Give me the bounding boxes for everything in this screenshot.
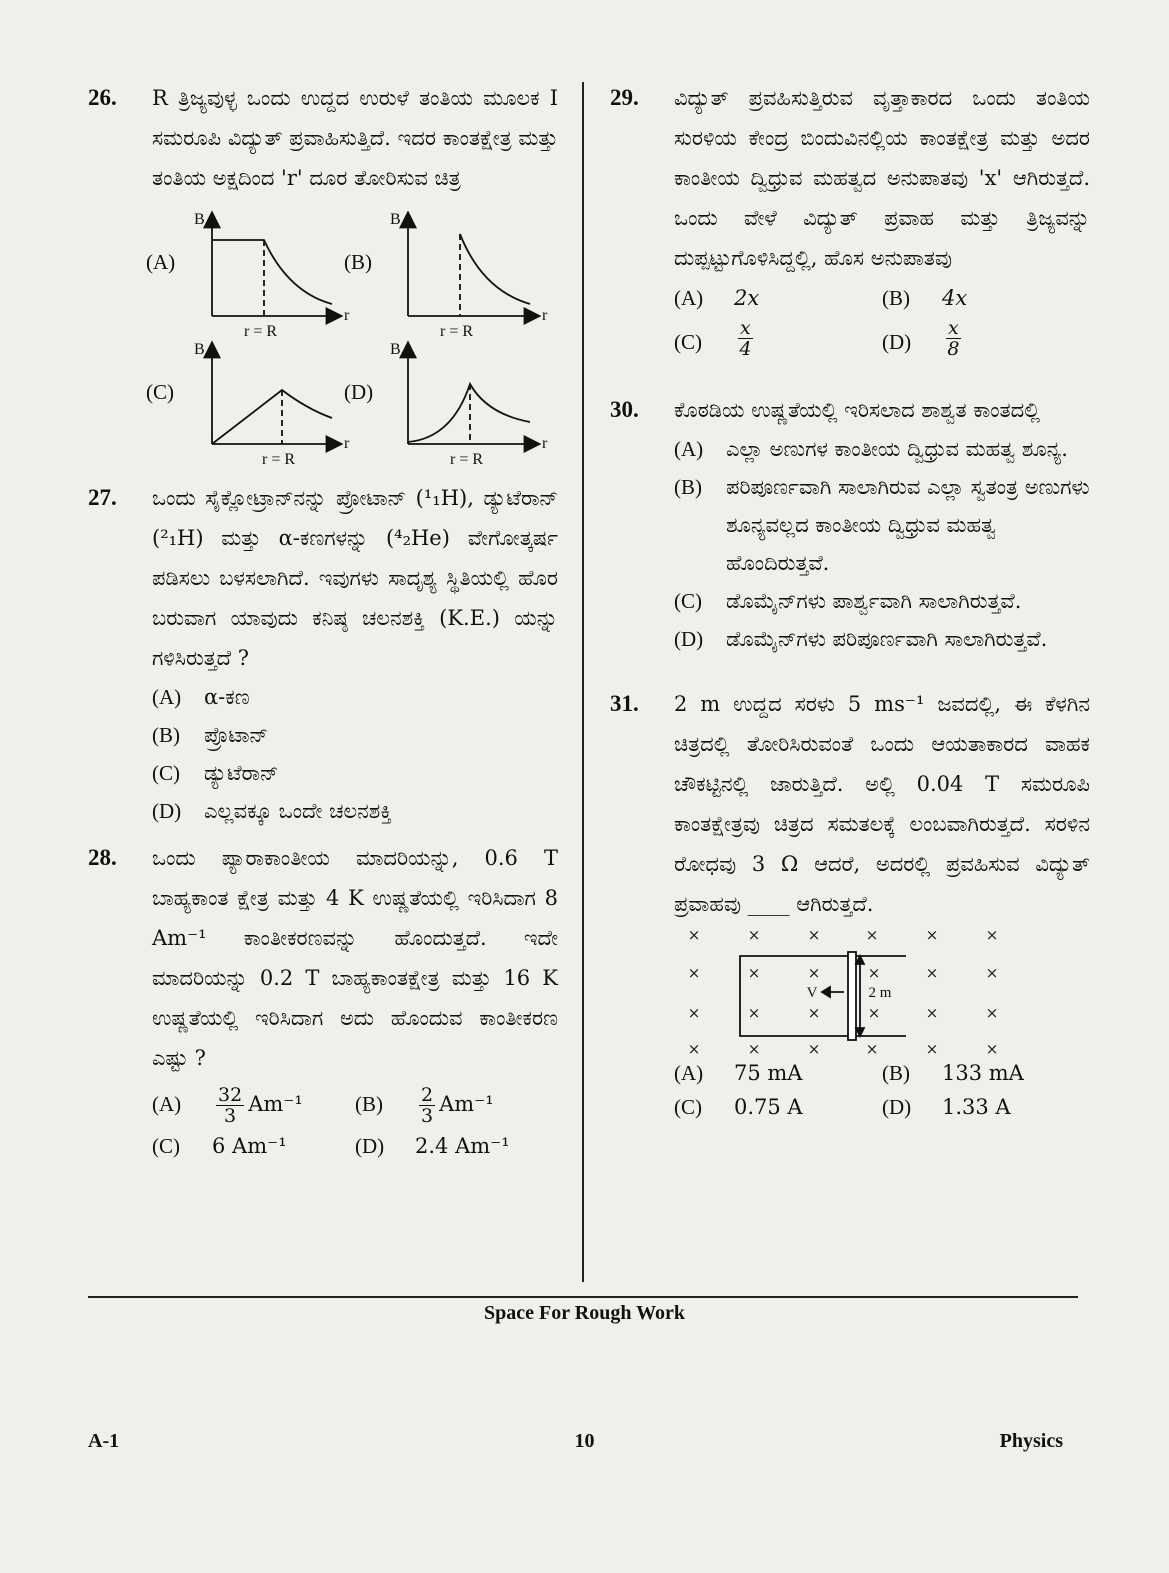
option-d: [882, 1090, 1090, 1124]
option-label: (B): [882, 1061, 910, 1085]
option-text: 2.4 Am⁻¹: [415, 1134, 510, 1158]
option-d: [674, 620, 1090, 658]
option-label: (B): [355, 1092, 383, 1116]
option-label: (D): [152, 799, 182, 823]
option-text: 0.75 A: [734, 1095, 803, 1119]
option-text: ಪ್ರೊಟಾನ್: [204, 723, 269, 747]
left-column: [88, 78, 558, 1166]
option-text: 1.33 A: [942, 1095, 1011, 1119]
denominator: 4: [739, 338, 752, 360]
curve-c: [212, 390, 332, 444]
option-label: (D): [344, 380, 374, 404]
axis-label-b: B: [194, 341, 205, 358]
denominator: 3: [421, 1105, 434, 1127]
b-vs-r-graphs: [152, 204, 572, 474]
curve-d: [408, 384, 530, 442]
option-label: (A): [674, 437, 704, 461]
svg-text:×: ×: [985, 926, 999, 944]
rough-work-label: Space For Rough Work: [484, 1302, 685, 1324]
paper-code: A-1: [88, 1430, 120, 1452]
svg-text:×: ×: [985, 1004, 999, 1022]
svg-text:×: ×: [925, 1040, 939, 1056]
option-a: [674, 430, 1090, 468]
options-list: [152, 678, 558, 830]
question-text: ಕೊಠಡಿಯ ಉಷ್ಣತೆಯಲ್ಲಿ ಇರಿಸಲಾದ ಶಾಶ್ವತ ಕಾಂತದಲ್ಲಿ: [674, 398, 1041, 422]
svg-text:×: ×: [925, 1004, 939, 1022]
svg-text:×: ×: [985, 1040, 999, 1056]
option-a: [674, 278, 882, 318]
svg-text:×: ×: [807, 926, 821, 944]
graph-options: [146, 204, 572, 474]
numerator: x: [740, 317, 751, 339]
question-number: 29.: [610, 85, 639, 110]
options-row-1: [152, 1084, 558, 1126]
axis-label-b: B: [390, 341, 401, 358]
svg-text:×: ×: [747, 926, 761, 944]
axis-label-r: r: [542, 435, 548, 452]
option-a: [152, 678, 558, 716]
option-label: (C): [152, 761, 180, 785]
option-text: ಪರಿಪೂರ್ಣವಾಗಿ ಸಾಲಾಗಿರುವ ಎಲ್ಲಾ ಸ್ವತಂತ್ರ ಅಣುಗಳು ಶೂನ್ಯವಲ್ಲದ ಕಾಂತೀಯ ದ್ವಿಧ್ರುವ ಮಹತ್ವ ಹೊಂದಿರುತ್ತವೆ.: [726, 475, 1090, 575]
svg-text:×: ×: [747, 1004, 761, 1022]
option-text: 4x: [942, 286, 968, 310]
svg-text:×: ×: [865, 926, 879, 944]
mark-label: r = R: [450, 451, 484, 468]
right-column: [610, 78, 1090, 1124]
option-label: (D): [882, 330, 912, 354]
unit: Am⁻¹: [248, 1092, 303, 1116]
option-a: [674, 1056, 882, 1090]
option-text: α-ಕಣ: [204, 685, 250, 709]
footer-divider: [88, 1296, 1078, 1298]
option-b: [152, 716, 558, 754]
column-divider: [582, 82, 584, 1282]
svg-text:×: ×: [807, 964, 821, 982]
option-text: ಎಲ್ಲವಕ್ಕೂ ಒಂದೇ ಚಲನಶಕ್ತಿ: [204, 799, 392, 823]
sliding-rod-figure: [674, 926, 1004, 1056]
svg-text:×: ×: [865, 1040, 879, 1056]
sliding-rod: [848, 952, 856, 1040]
svg-text:×: ×: [687, 1004, 701, 1022]
axis-label-r: r: [542, 307, 548, 324]
option-c: [152, 754, 558, 792]
option-label: (C): [674, 589, 702, 613]
option-label: (C): [674, 1095, 702, 1119]
svg-text:×: ×: [807, 1040, 821, 1056]
question-number: 28.: [88, 845, 117, 870]
question-31: [610, 684, 1090, 1124]
curve-a: [212, 240, 332, 304]
svg-text:×: ×: [867, 964, 881, 982]
question-27: [88, 478, 558, 830]
svg-text:×: ×: [925, 964, 939, 982]
options-row-2: [674, 318, 1090, 366]
option-text: 75 mA: [734, 1061, 803, 1085]
svg-text:×: ×: [747, 964, 761, 982]
option-c: [674, 1090, 882, 1124]
option-text: ಡ್ಯುಟೆರಾನ್: [204, 761, 279, 785]
question-text: ಒಂದು ಪ್ಯಾರಾಕಾಂತೀಯ ಮಾದರಿಯನ್ನು, 0.6 T ಬಾಹ್ಯಕಾಂತ ಕ್ಷೇತ್ರ ಮತ್ತು 4 K ಉಷ್ಣತೆಯಲ್ಲಿ ಇರಿಸಿದಾಗ 8 Am⁻¹ ಕಾಂತೀಕರಣವನ್ನು ಹೊಂದುತ್ತದೆ. ಇದೇ ಮಾದರಿಯನ್ನು 0.2 T ಬಾಹ್ಯಕಾಂತಕ್ಷೇತ್ರ ಮತ್ತು 16 K ಉಷ್ಣತೆಯಲ್ಲಿ ಇರಿಸಿದಾಗ ಅದು ಹೊಂದುವ ಕಾಂತೀಕರಣ ಎಷ್ಟು ?: [152, 846, 558, 1070]
option-label: (B): [674, 475, 702, 499]
question-text: ಒಂದು ಸೈಕ್ಲೋಟ್ರಾನ್‌ನನ್ನು ಪ್ರೋಟಾನ್ (¹₁H), ಡ್ಯುಟೆರಾನ್ (²₁H) ಮತ್ತು α-ಕಣಗಳನ್ನು (⁴₂He) ವೇಗೋತ್ಕರ್ಷ ಪಡಿಸಲು ಬಳಸಲಾಗಿದೆ. ಇವುಗಳು ಸಾದೃಶ್ಯ ಸ್ಥಿತಿಯಲ್ಲಿ ಹೊರ ಬರುವಾಗ ಯಾವುದು ಕನಿಷ್ಠ ಚಲನಶಕ್ತಿ (K.E.) ಯನ್ನು ಗಳಿಸಿರುತ್ತದೆ ?: [152, 486, 558, 670]
option-text: ಡೊಮೈನ್‌ಗಳು ಪರಿಪೂರ್ಣವಾಗಿ ಸಾಲಾಗಿರುತ್ತವೆ.: [726, 627, 1048, 651]
option-label: (D): [674, 627, 704, 651]
svg-text:×: ×: [807, 1004, 821, 1022]
page-number: 10: [574, 1430, 595, 1452]
option-label: (A): [152, 1092, 182, 1116]
length-label: 2 m: [868, 985, 892, 1001]
numerator: 32: [218, 1084, 243, 1106]
subject-label: Physics: [999, 1430, 1063, 1452]
option-text: 6 Am⁻¹: [212, 1134, 287, 1158]
option-c: [152, 1126, 355, 1166]
option-label: (B): [344, 250, 372, 274]
curve-b: [460, 234, 530, 304]
question-29: [610, 78, 1090, 366]
options-row-1: [674, 278, 1090, 318]
fraction: [419, 1085, 435, 1126]
numerator: x: [948, 317, 959, 339]
option-b: [355, 1084, 558, 1126]
question-number: 31.: [610, 691, 639, 716]
svg-text:×: ×: [925, 926, 939, 944]
option-text: 133 mA: [942, 1061, 1024, 1085]
question-28: [88, 838, 558, 1166]
question-text: ವಿದ್ಯುತ್ ಪ್ರವಹಿಸುತ್ತಿರುವ ವೃತ್ತಾಕಾರದ ಒಂದು ತಂತಿಯ ಸುರಳಿಯ ಕೇಂದ್ರ ಬಿಂದುವಿನಲ್ಲಿಯ ಕಾಂತಕ್ಷೇತ್ರ ಮತ್ತು ಅದರ ಕಾಂತೀಯ ದ್ವಿಧ್ರುವ ಮಹತ್ವದ ಅನುಪಾತವು 'x' ಆಗಿರುತ್ತದೆ. ಒಂದು ವೇಳೆ ವಿದ್ಯುತ್ ಪ್ರವಾಹ ಮತ್ತು ತ್ರಿಜ್ಯವನ್ನು ದುಪ್ಪಟ್ಟುಗೊಳಿಸಿದ್ದಲ್ಲಿ, ಹೊಸ ಅನುಪಾತವು: [674, 86, 1090, 270]
question-text: 2 m ಉದ್ದದ ಸರಳು 5 ms⁻¹ ಜವದಲ್ಲಿ, ಈ ಕೆಳಗಿನ ಚಿತ್ರದಲ್ಲಿ ತೋರಿಸಿರುವಂತೆ ಒಂದು ಆಯತಾಕಾರದ ವಾಹಕ ಚೌಕಟ್ಟಿನಲ್ಲಿ ಜಾರುತ್ತಿದೆ. ಅಲ್ಲಿ 0.04 T ಸಮರೂಪಿ ಕಾಂತಕ್ಷೇತ್ರವು ಚಿತ್ರದ ಸಮತಲಕ್ಕೆ ಲಂಬವಾಗಿರುತ್ತದೆ. ಸರಳಿನ ರೋಧವು 3 Ω ಆದರೆ, ಅದರಲ್ಲಿ ಪ್ರವಹಿಸುವ ವಿದ್ಯುತ್ ಪ್ರವಾಹವು ____ ಆಗಿರುತ್ತದೆ.: [674, 692, 1090, 916]
axis-label-b: B: [390, 211, 401, 228]
options-list: [674, 430, 1090, 658]
question-number: 26.: [88, 85, 117, 110]
option-text: ಎಲ್ಲಾ ಅಣುಗಳ ಕಾಂತೀಯ ದ್ವಿಧ್ರುವ ಮಹತ್ವ ಶೂನ್ಯ.: [726, 437, 1068, 461]
numerator: 2: [421, 1084, 434, 1106]
axis-label-r: r: [344, 307, 350, 324]
option-b: [882, 278, 1090, 318]
question-text: R ತ್ರಿಜ್ಯವುಳ್ಳ ಒಂದು ಉದ್ದದ ಉರುಳೆ ತಂತಿಯ ಮೂಲಕ I ಸಮರೂಪಿ ವಿದ್ಯುತ್ ಪ್ರವಾಹಿಸುತ್ತಿದೆ. ಇದರ ಕಾಂತಕ್ಷೇತ್ರ ಮತ್ತು ತಂತಿಯ ಅಕ್ಷದಿಂದ 'r' ದೂರ ತೋರಿಸುವ ಚಿತ್ರ: [152, 86, 558, 190]
mark-label: r = R: [262, 451, 296, 468]
fraction: [738, 318, 753, 366]
svg-text:×: ×: [687, 964, 701, 982]
option-c: [674, 582, 1090, 620]
question-number: 27.: [88, 485, 117, 510]
svg-text:×: ×: [867, 1004, 881, 1022]
option-label: (C): [674, 330, 702, 354]
question-26: [88, 78, 558, 474]
question-30: [610, 390, 1090, 658]
svg-text:×: ×: [985, 964, 999, 982]
axis-label-b: B: [194, 211, 205, 228]
velocity-label: V: [806, 985, 818, 1001]
denominator: 8: [947, 338, 960, 360]
option-label: (C): [152, 1134, 180, 1158]
option-label: (A): [146, 250, 176, 274]
option-label: (C): [146, 380, 174, 404]
option-text: 2x: [734, 286, 760, 310]
option-label: (A): [674, 1061, 704, 1085]
option-label: (A): [152, 685, 182, 709]
option-label: (A): [674, 286, 704, 310]
option-label: (D): [355, 1134, 385, 1158]
options-row-2: [674, 1090, 1090, 1124]
unit: Am⁻¹: [439, 1092, 494, 1116]
svg-text:×: ×: [747, 1040, 761, 1056]
mark-label: r = R: [440, 323, 474, 340]
option-d: [882, 318, 1090, 366]
option-text: ಡೊಮೈನ್‌ಗಳು ಪಾರ್ಶ್ವವಾಗಿ ಸಾಲಾಗಿರುತ್ತವೆ.: [726, 589, 1022, 613]
option-b: [674, 468, 1090, 582]
option-label: (D): [882, 1095, 912, 1119]
question-number: 30.: [610, 397, 639, 422]
option-label: (B): [152, 723, 180, 747]
options-row-2: [152, 1126, 558, 1166]
option-c: [674, 318, 882, 366]
svg-text:×: ×: [687, 926, 701, 944]
option-a: [152, 1084, 355, 1126]
axis-label-r: r: [344, 435, 350, 452]
fraction: [946, 318, 961, 366]
mark-label: r = R: [244, 323, 278, 340]
fraction: [216, 1085, 244, 1126]
option-d: [152, 792, 558, 830]
denominator: 3: [224, 1105, 237, 1127]
option-label: (B): [882, 286, 910, 310]
option-d: [355, 1126, 558, 1166]
svg-text:×: ×: [687, 1040, 701, 1056]
options-row-1: [674, 1056, 1090, 1090]
option-b: [882, 1056, 1090, 1090]
